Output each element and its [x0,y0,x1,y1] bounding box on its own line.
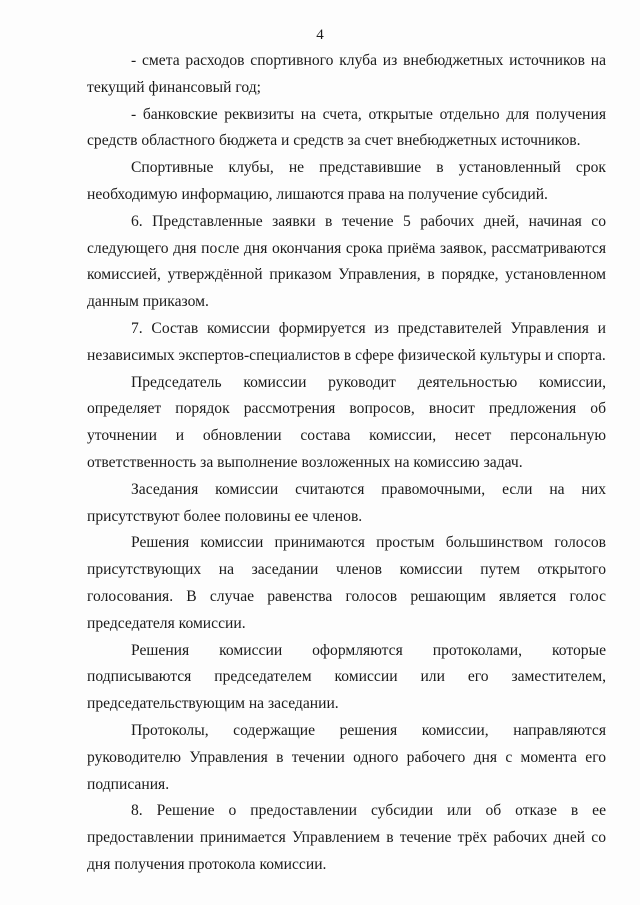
paragraph-bank-details: - банковские реквизиты на счета, открытые отдельно для получения средств областного бюджета и средств за счет внебюджетных источников. [87,105,606,150]
paragraph-decisions-voting: Решения комиссии принимаются простым большинством голосов присутствующих на заседании членов комиссии путем открытого голосования. В случае равенства голосов решающим является голос председателя комиссии. [87,534,606,632]
paragraph-quorum: Заседания комиссии считаются правомочными, если на них присутствуют более половины ее членов. [87,480,606,525]
paragraph-item-6: 6. Представленные заявки в течение 5 рабочих дней, начиная со следующего дня после дня окончания срока приёма заявок, рассматриваются комиссией, утверждённой приказом Управления, в порядке, установленном данным приказом. [87,212,606,311]
paragraph-item-7: 7. Состав комиссии формируется из представителей Управления и независимых экспертов-специалистов в сфере физической культуры и спорта. [87,319,606,364]
paragraph-decisions-protocols: Решения комиссии оформляются протоколами, которые подписываются председателем комиссии или его заместителем, председательствующим на заседании. [87,641,606,713]
paragraph-expense-estimate: - смета расходов спортивного клуба из внебюджетных источников на текущий финансовый год; [87,52,606,96]
document-body [87,48,606,879]
paragraph-item-8: 8. Решение о предоставлении субсидии или об отказе в ее предоставлении принимается Управлением в течение трёх рабочих дней со дня получения протокола комиссии. [87,802,606,873]
paragraph-protocols-sent: Протоколы, содержащие решения комиссии, направляются руководителю Управления в течении одного рабочего дня с момента его подписания. [87,721,606,793]
paragraph-clubs-not-submitted: Спортивные клубы, не представившие в установленный срок необходимую информацию, лишаются права на получение субсидий. [87,159,606,203]
page-number: 4 [316,27,324,43]
paragraph-chairman: Председатель комиссии руководит деятельностью комиссии, определяет порядок рассмотрения вопросов, вносит предложения об уточнении и обновлении состава комиссии, несет персональную ответственность за выполнение возложенных на комиссию задач. [87,373,606,471]
